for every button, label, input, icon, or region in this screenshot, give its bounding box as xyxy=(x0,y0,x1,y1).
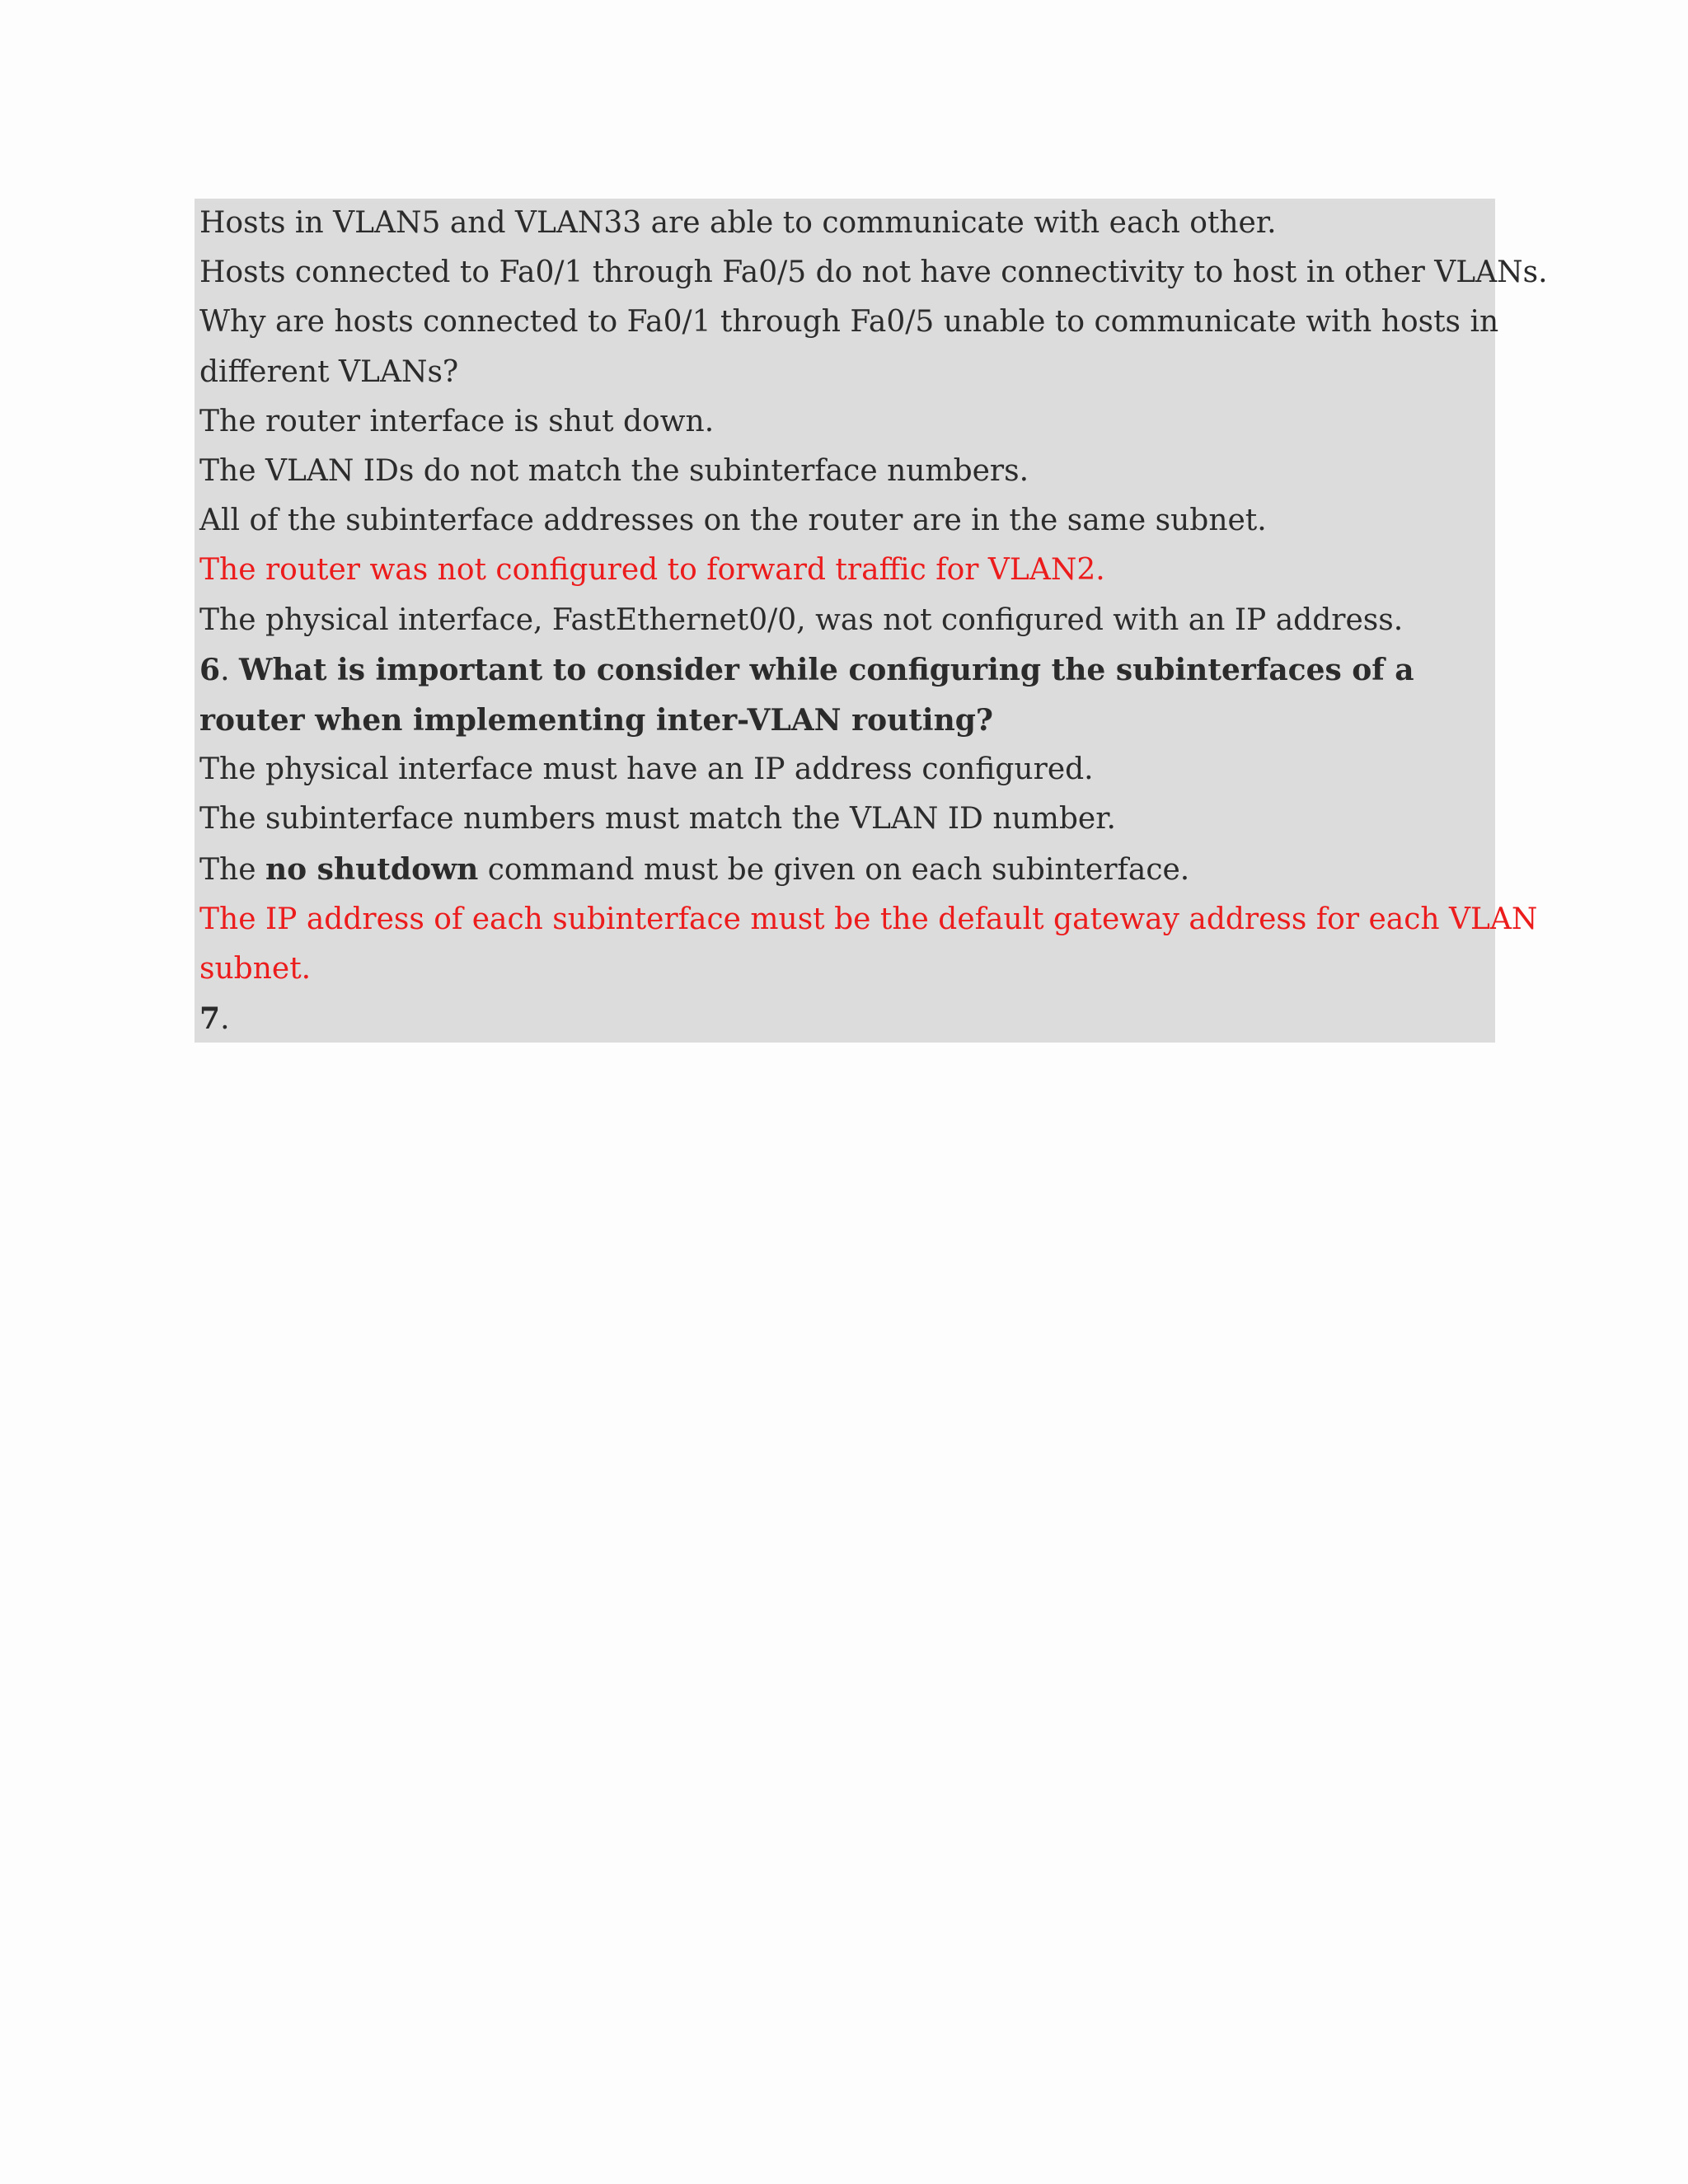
q5-correct-option: The router was not configured to forward traffic for VLAN2. xyxy=(199,553,1105,588)
q6-separator: . xyxy=(220,653,239,687)
q5-option-3: All of the subinterface addresses on the router are in the same subnet. xyxy=(199,504,1267,538)
q6-option-3 xyxy=(199,845,1495,895)
q5-option-1: The router interface is shut down. xyxy=(199,404,715,438)
q6-option-3-command: no shutdown xyxy=(265,851,479,887)
q6-option-2: The subinterface numbers must match the VLAN ID number. xyxy=(199,802,1116,837)
q6-option-3-suffix: command must be given on each subinterface. xyxy=(478,852,1190,887)
q5-context-line-2: Hosts connected to Fa0/1 through Fa0/5 do not have connectivity to host in other VLANs. xyxy=(199,255,1548,290)
q5-question-line-1: Why are hosts connected to Fa0/1 through Fa0/5 unable to communicate with hosts in xyxy=(199,305,1499,340)
q6-option-3-prefix: The xyxy=(199,852,265,887)
q7-separator: . xyxy=(220,1002,230,1037)
q5-question-line-2: different VLANs? xyxy=(199,354,459,389)
q7-number: 7 xyxy=(199,1001,221,1037)
q6-correct-option-line-1: The IP address of each subinterface must be the default gateway address for each VLAN xyxy=(199,902,1538,936)
quiz-content-block xyxy=(195,199,1548,1043)
q6-correct-option-line-2: subnet. xyxy=(199,952,312,987)
q7-heading xyxy=(199,994,1495,1044)
q6-question-line-1 xyxy=(199,645,1495,696)
q5-context-line-1: Hosts in VLAN5 and VLAN33 are able to communicate with each other. xyxy=(199,206,1277,240)
q5-option-5: The physical interface, FastEthernet0/0, was not configured with an IP address. xyxy=(199,602,1404,637)
q6-option-1: The physical interface must have an IP address configured. xyxy=(199,752,1094,787)
q6-question-text-1: What is important to consider while configuring the subinterfaces of a xyxy=(238,652,1414,687)
q6-number: 6 xyxy=(199,652,221,687)
q5-option-2: The VLAN IDs do not match the subinterface numbers. xyxy=(199,454,1029,489)
q6-question-line-2: router when implementing inter-VLAN routing? xyxy=(199,703,994,738)
